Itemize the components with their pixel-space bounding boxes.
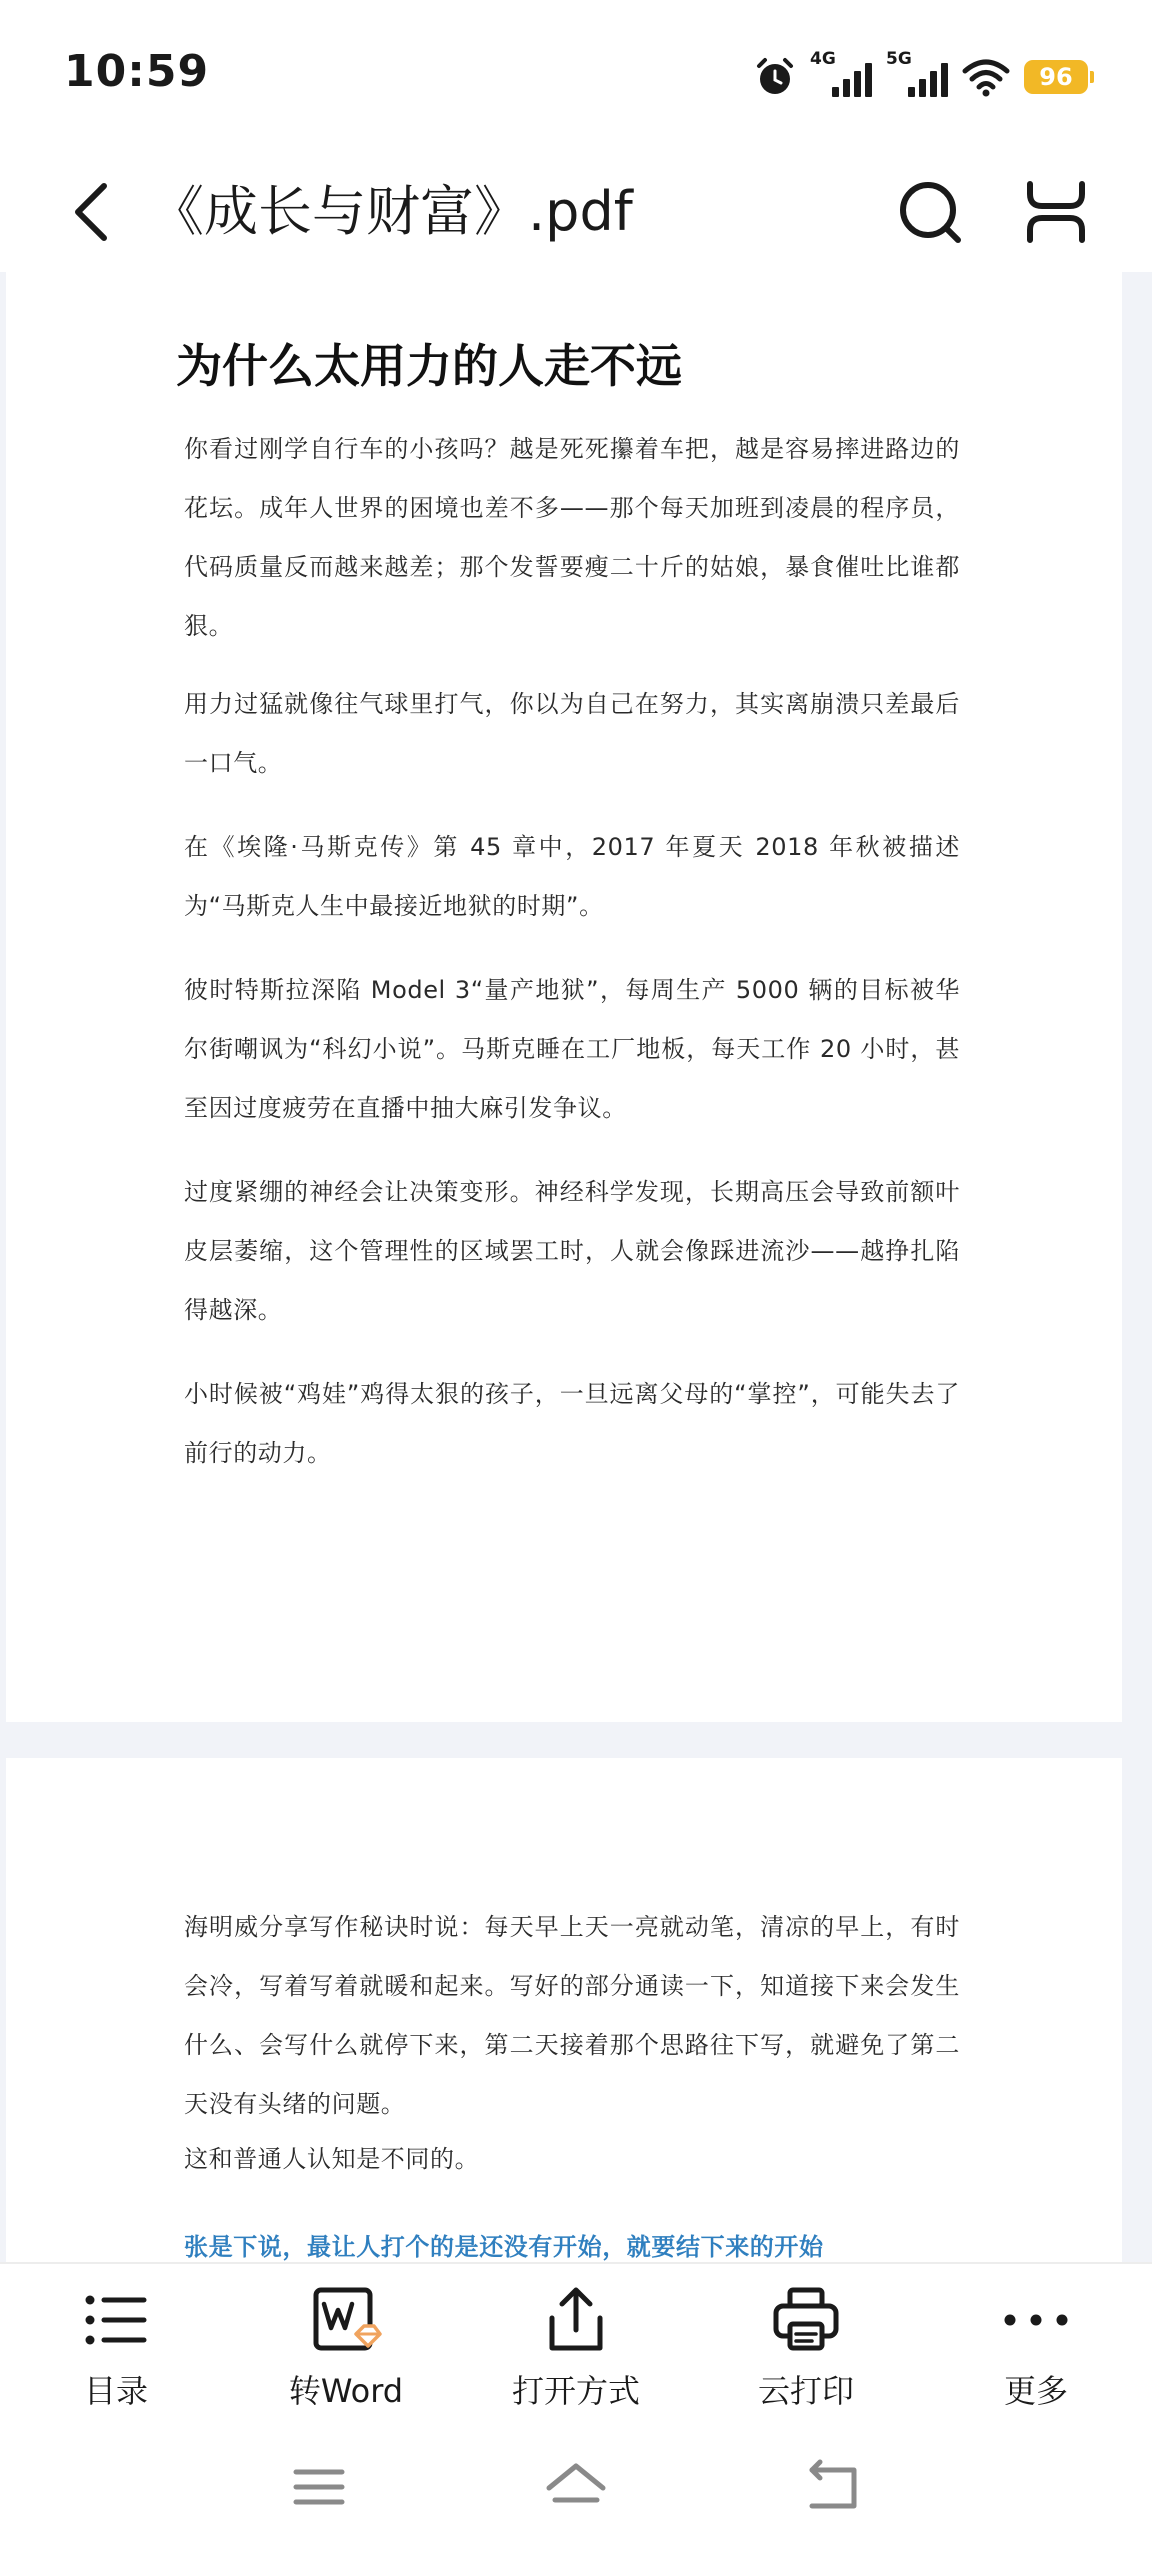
search-button[interactable] xyxy=(892,172,972,252)
toolbar-more-button[interactable] xyxy=(936,2264,1136,2414)
paragraph: 小时候被“鸡娃”鸡得太狠的孩子，一旦远离父母的“掌控”，可能失去了前行的动力。 xyxy=(184,1380,960,1467)
paragraph: 你看过刚学自行车的小孩吗？越是死死攥着车把，越是容易摔进路边的花坛。成年人世界的困境也差不多——那个每天加班到凌晨的程序员，代码质量反而越来越差；那个发誓要瘦二十斤的姑娘，暴食催吐比谁都狠。 xyxy=(184,435,960,640)
toolbar-label: 目录 xyxy=(83,2372,148,2410)
status-bar xyxy=(0,0,1152,150)
nav-menu-button[interactable] xyxy=(284,2452,354,2522)
toolbar-convert-word-button[interactable] xyxy=(246,2264,446,2414)
share-icon xyxy=(538,2282,614,2358)
chevron-left-icon xyxy=(60,172,130,252)
signal-4g-icon xyxy=(810,49,872,99)
nav-back-button[interactable] xyxy=(798,2452,868,2522)
page-layout-button[interactable] xyxy=(1016,172,1096,252)
system-nav-bar xyxy=(0,2412,1152,2560)
toolbar-label: 转Word xyxy=(288,2372,404,2410)
back-icon xyxy=(798,2452,868,2522)
toolbar-cloud-print-button[interactable] xyxy=(706,2264,906,2414)
paragraph: 这和普通人认知是不同的。 xyxy=(184,2145,480,2173)
signal-4g-label: 4G xyxy=(810,49,836,69)
toolbar-label: 打开方式 xyxy=(511,2372,640,2410)
paragraph: 张是下说，最让人打个的是还没有开始，就要结下来的开始 xyxy=(184,2233,824,2261)
word-convert-icon xyxy=(308,2282,384,2358)
more-icon xyxy=(998,2282,1074,2358)
paragraph: 彼时特斯拉深陷 Model 3“量产地狱”，每周生产 5000 辆的目标被华尔街嘲讽为“科幻小说”。马斯克睡在工厂地板，每天工作 20 小时，甚至因过度疲劳在直播中抽大麻引发争议。 xyxy=(184,976,960,1122)
nav-home-button[interactable] xyxy=(541,2452,611,2522)
back-button[interactable] xyxy=(60,172,130,252)
signal-5g-icon xyxy=(886,49,948,99)
toolbar-open-with-button[interactable] xyxy=(476,2264,676,2414)
search-icon xyxy=(892,172,972,252)
app-header xyxy=(0,150,1152,274)
paragraph: 过度紧绷的神经会让决策变形。神经科学发现，长期高压会导致前额叶皮层萎缩，这个管理性的区域罢工时，人就会像踩进流沙——越挣扎陷得越深。 xyxy=(184,1178,960,1324)
pdf-viewer[interactable] xyxy=(0,272,1152,2262)
page-heading: 为什么太用力的人走不远 xyxy=(176,339,682,393)
toolbar-label: 云打印 xyxy=(757,2372,854,2410)
status-time: 10:59 xyxy=(64,46,210,97)
wifi-icon xyxy=(962,57,1010,97)
paragraph: 用力过猛就像往气球里打气，你以为自己在努力，其实离崩溃只差最后一口气。 xyxy=(184,690,960,777)
list-icon xyxy=(78,2282,154,2358)
page-layout-icon xyxy=(1016,172,1096,252)
paragraph: 在《埃隆·马斯克传》第 45 章中，2017 年夏天 2018 年秋被描述为“马斯克人生中最接近地狱的时期”。 xyxy=(184,833,960,920)
toolbar-label: 更多 xyxy=(1003,2372,1068,2410)
printer-icon xyxy=(768,2282,844,2358)
menu-icon xyxy=(284,2452,354,2522)
alarm-icon xyxy=(754,56,796,98)
toolbar-catalog-button[interactable] xyxy=(16,2264,216,2414)
status-icons xyxy=(754,49,1088,102)
pdf-page-2 xyxy=(6,1758,1122,2262)
paragraph: 海明威分享写作秘诀时说：每天早上天一亮就动笔，清凉的早上，有时会冷，写着写着就暖和起来。写好的部分通读一下，知道接下来会发生什么、会写什么就停下来，第二天接着那个思路往下写，就避免了第二天没有头绪的问题。 xyxy=(184,1913,960,2118)
pdf-page-1 xyxy=(6,272,1122,1722)
bottom-toolbar xyxy=(0,2262,1152,2414)
signal-5g-label: 5G xyxy=(886,49,912,69)
home-icon xyxy=(541,2452,611,2522)
battery-indicator: 96 xyxy=(1024,60,1088,94)
document-title: 《成长与财富》.pdf xyxy=(150,180,633,243)
